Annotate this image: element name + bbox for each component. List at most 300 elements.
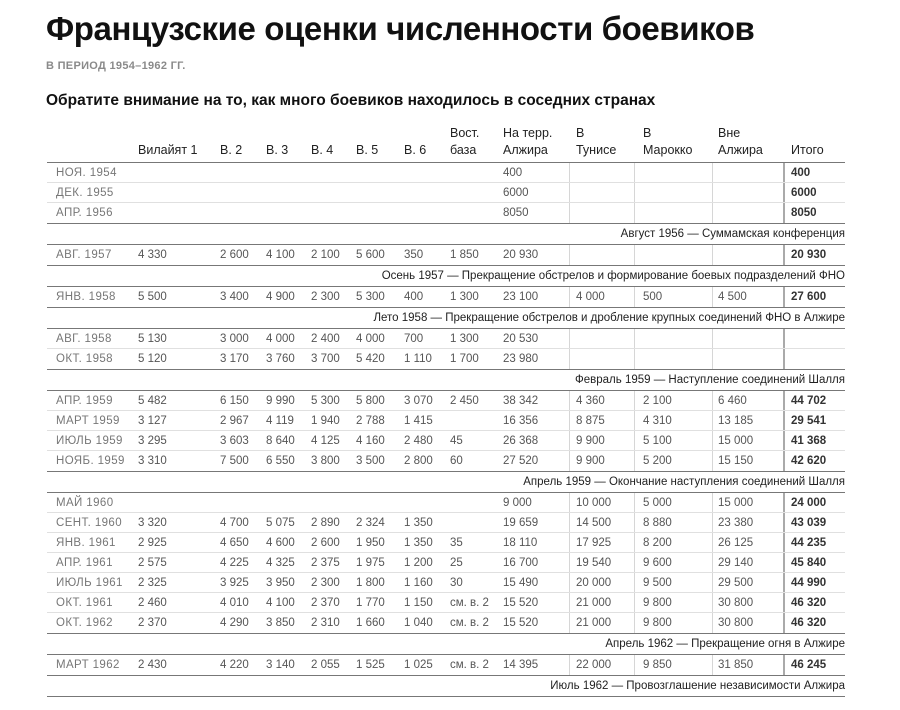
event-label: Август 1956 — Суммамская конференция	[620, 228, 845, 240]
column-divider	[569, 391, 570, 411]
column-divider	[712, 329, 713, 349]
cell-total: 41 368	[791, 435, 827, 447]
cell-w2: 4 220	[220, 659, 249, 671]
cell-w4: 4 125	[311, 435, 340, 447]
column-divider	[783, 163, 785, 183]
column-divider	[783, 329, 785, 349]
cell-east: 30	[450, 577, 463, 589]
cell-period: НОЯ. 1954	[56, 167, 117, 179]
cell-w3: 4 119	[266, 415, 294, 427]
column-divider	[712, 493, 713, 513]
column-header-mar: В Марокко	[643, 126, 693, 157]
cell-out: 15 000	[718, 435, 754, 447]
cell-alg: 400	[503, 167, 523, 179]
cell-alg: 19 659	[503, 517, 539, 529]
cell-tun: 4 360	[576, 395, 605, 407]
cell-w3: 3 850	[266, 617, 295, 629]
column-divider	[634, 411, 635, 431]
cell-w3: 6 550	[266, 455, 295, 467]
cell-east: см. в. 2	[450, 597, 489, 609]
cell-w1: 5 130	[138, 333, 167, 345]
column-divider	[783, 573, 785, 593]
cell-w4: 2 055	[311, 659, 340, 671]
event-row	[47, 676, 845, 697]
column-header-total: Итого	[791, 143, 824, 157]
cell-total: 46 320	[791, 617, 827, 629]
cell-period: ОКТ. 1961	[56, 597, 113, 609]
column-divider	[783, 203, 785, 223]
cell-period: МАРТ 1962	[56, 659, 120, 671]
cell-alg: 9 000	[503, 497, 532, 509]
column-divider	[569, 183, 570, 203]
cell-w3: 9 990	[266, 395, 295, 407]
column-divider	[712, 163, 713, 183]
estimates-table	[47, 124, 845, 697]
column-divider	[712, 573, 713, 593]
cell-alg: 23 100	[503, 291, 539, 303]
cell-w1: 2 460	[138, 597, 167, 609]
column-divider	[712, 431, 713, 451]
cell-alg: 20 930	[503, 249, 539, 261]
cell-w2: 6 150	[220, 395, 249, 407]
cell-mar: 4 310	[643, 415, 672, 427]
column-divider	[569, 349, 570, 369]
column-divider	[634, 593, 635, 613]
column-divider	[712, 613, 713, 633]
cell-tun: 17 925	[576, 537, 612, 549]
event-label: Июль 1962 — Провозглашение независимости Алжира	[550, 680, 845, 692]
column-divider	[712, 349, 713, 369]
cell-out: 30 800	[718, 617, 754, 629]
table-row	[47, 245, 845, 266]
event-label: Февраль 1959 — Наступление соединений Шалля	[575, 374, 845, 386]
cell-alg: 15 520	[503, 597, 539, 609]
table-row	[47, 533, 845, 553]
column-divider	[712, 391, 713, 411]
event-label: Апрель 1959 — Окончание наступления соединений Шалля	[523, 476, 845, 488]
cell-w6: 1 350	[404, 537, 433, 549]
cell-total: 6000	[791, 187, 817, 199]
cell-alg: 8050	[503, 207, 529, 219]
cell-w4: 2 300	[311, 577, 340, 589]
column-divider	[783, 245, 785, 265]
cell-total: 29 541	[791, 415, 827, 427]
page-title: Французские оценки численности боевиков	[46, 10, 755, 47]
column-divider	[634, 655, 635, 675]
column-divider	[783, 411, 785, 431]
cell-w4: 2 600	[311, 537, 340, 549]
column-divider	[634, 451, 635, 471]
cell-period: АВГ. 1958	[56, 333, 112, 345]
cell-w2: 4 700	[220, 517, 249, 529]
event-label: Лето 1958 — Прекращение обстрелов и дробление крупных соединений ФНО в Алжире	[373, 312, 845, 324]
column-divider	[634, 613, 635, 633]
cell-w1: 2 925	[138, 537, 167, 549]
cell-mar: 9 500	[643, 577, 672, 589]
column-divider	[569, 329, 570, 349]
cell-w4: 2 310	[311, 617, 340, 629]
cell-w5: 1 800	[356, 577, 385, 589]
column-header-w3: В. 3	[266, 143, 289, 157]
cell-period: АПР. 1959	[56, 395, 113, 407]
column-divider	[569, 451, 570, 471]
cell-w4: 2 370	[311, 597, 340, 609]
column-divider	[634, 163, 635, 183]
cell-w1: 2 430	[138, 659, 167, 671]
column-header-tun: В Тунисе	[576, 126, 617, 157]
column-divider	[569, 411, 570, 431]
cell-east: 1 300	[450, 333, 479, 345]
cell-w3: 3 950	[266, 577, 295, 589]
column-divider	[634, 203, 635, 223]
column-divider	[783, 493, 785, 513]
cell-mar: 9 600	[643, 557, 672, 569]
cell-tun: 10 000	[576, 497, 612, 509]
cell-alg: 14 395	[503, 659, 539, 671]
table-row	[47, 391, 845, 411]
column-divider	[569, 493, 570, 513]
column-divider	[569, 553, 570, 573]
cell-w4: 5 300	[311, 395, 340, 407]
table-row	[47, 329, 845, 349]
cell-east: 45	[450, 435, 463, 447]
cell-mar: 9 800	[643, 617, 672, 629]
column-divider	[783, 655, 785, 675]
cell-total: 45 840	[791, 557, 827, 569]
cell-w2: 7 500	[220, 455, 249, 467]
cell-w5: 1 950	[356, 537, 385, 549]
table-row	[47, 287, 845, 308]
cell-w3: 4 900	[266, 291, 295, 303]
cell-mar: 8 880	[643, 517, 672, 529]
cell-w3: 8 640	[266, 435, 295, 447]
cell-out: 6 460	[718, 395, 747, 407]
column-header-alg: На терр. Алжира	[503, 126, 553, 157]
cell-total: 44 235	[791, 537, 827, 549]
cell-total: 8050	[791, 207, 817, 219]
cell-w6: 3 070	[404, 395, 433, 407]
cell-total: 44 702	[791, 395, 827, 407]
cell-w1: 3 320	[138, 517, 167, 529]
cell-alg: 18 110	[503, 537, 538, 549]
cell-out: 31 850	[718, 659, 754, 671]
cell-tun: 8 875	[576, 415, 605, 427]
cell-period: СЕНТ. 1960	[56, 517, 123, 529]
column-divider	[712, 183, 713, 203]
cell-w5: 2 324	[356, 517, 385, 529]
cell-w1: 2 325	[138, 577, 167, 589]
event-row	[47, 266, 845, 287]
cell-alg: 38 342	[503, 395, 539, 407]
column-divider	[634, 329, 635, 349]
cell-w1: 3 127	[138, 415, 167, 427]
cell-period: ИЮЛЬ 1961	[56, 577, 123, 589]
cell-period: ДЕК. 1955	[56, 187, 114, 199]
column-divider	[634, 513, 635, 533]
column-divider	[634, 533, 635, 553]
cell-out: 26 125	[718, 537, 754, 549]
cell-w1: 2 370	[138, 617, 167, 629]
cell-mar: 9 800	[643, 597, 672, 609]
cell-w6: 1 110	[404, 353, 432, 365]
cell-w5: 4 160	[356, 435, 385, 447]
table-row	[47, 655, 845, 676]
cell-east: 1 700	[450, 353, 479, 365]
table-row	[47, 493, 845, 513]
cell-out: 15 150	[718, 455, 754, 467]
cell-w3: 4 100	[266, 249, 295, 261]
column-divider	[783, 553, 785, 573]
cell-w1: 4 330	[138, 249, 167, 261]
cell-total: 46 245	[791, 659, 827, 671]
page-subtitle: В ПЕРИОД 1954–1962 ГГ.	[46, 60, 186, 72]
cell-total: 27 600	[791, 291, 827, 303]
cell-w2: 3 170	[220, 353, 249, 365]
cell-w4: 3 700	[311, 353, 340, 365]
cell-period: АВГ. 1957	[56, 249, 112, 261]
cell-w6: 2 480	[404, 435, 433, 447]
cell-tun: 9 900	[576, 455, 605, 467]
column-divider	[712, 411, 713, 431]
column-divider	[569, 573, 570, 593]
column-divider	[783, 533, 785, 553]
cell-period: МАРТ 1959	[56, 415, 120, 427]
cell-w6: 1 200	[404, 557, 433, 569]
column-divider	[569, 613, 570, 633]
cell-total: 46 320	[791, 597, 827, 609]
cell-w1: 3 295	[138, 435, 167, 447]
cell-total: 43 039	[791, 517, 827, 529]
event-label: Осень 1957 — Прекращение обстрелов и формирование боевых подразделений ФНО	[381, 270, 845, 282]
cell-out: 15 000	[718, 497, 754, 509]
cell-w4: 2 300	[311, 291, 340, 303]
table-row	[47, 349, 845, 370]
column-divider	[569, 203, 570, 223]
cell-w3: 5 075	[266, 517, 295, 529]
column-divider	[634, 349, 635, 369]
cell-w1: 5 500	[138, 291, 167, 303]
column-divider	[569, 431, 570, 451]
table-body	[47, 163, 845, 697]
cell-w5: 1 975	[356, 557, 385, 569]
cell-w3: 4 600	[266, 537, 295, 549]
cell-w4: 2 890	[311, 517, 340, 529]
cell-w5: 1 660	[356, 617, 385, 629]
cell-total: 42 620	[791, 455, 827, 467]
column-header-w2: В. 2	[220, 143, 243, 157]
table-note: Обратите внимание на то, как много боевиков находилось в соседних странах	[46, 92, 656, 109]
cell-east: 1 850	[450, 249, 479, 261]
cell-w3: 4 000	[266, 333, 295, 345]
column-header-w4: В. 4	[311, 143, 334, 157]
cell-period: ИЮЛЬ 1959	[56, 435, 123, 447]
cell-w6: 1 415	[404, 415, 433, 427]
cell-w4: 2 400	[311, 333, 340, 345]
cell-east: 25	[450, 557, 463, 569]
cell-w1: 5 120	[138, 353, 167, 365]
table-row	[47, 513, 845, 533]
column-header-w6: В. 6	[404, 143, 427, 157]
event-label: Апрель 1962 — Прекращение огня в Алжире	[605, 638, 845, 650]
cell-east: см. в. 2	[450, 617, 489, 629]
cell-mar: 8 200	[643, 537, 672, 549]
table-row	[47, 553, 845, 573]
column-divider	[712, 245, 713, 265]
column-divider	[783, 431, 785, 451]
cell-w6: 400	[404, 291, 424, 303]
table-row	[47, 593, 845, 613]
column-divider	[783, 451, 785, 471]
cell-mar: 500	[643, 291, 663, 303]
cell-alg: 15 490	[503, 577, 539, 589]
table-header	[47, 124, 845, 163]
cell-tun: 9 900	[576, 435, 605, 447]
cell-w6: 2 800	[404, 455, 433, 467]
column-divider	[783, 349, 785, 369]
table-row	[47, 613, 845, 634]
cell-tun: 14 500	[576, 517, 612, 529]
cell-total: 400	[791, 167, 811, 179]
column-header-w5: В. 5	[356, 143, 379, 157]
cell-w5: 5 420	[356, 353, 385, 365]
cell-w3: 3 760	[266, 353, 295, 365]
event-row	[47, 308, 845, 329]
cell-tun: 19 540	[576, 557, 612, 569]
cell-w2: 2 967	[220, 415, 249, 427]
cell-east: 60	[450, 455, 463, 467]
cell-w3: 4 325	[266, 557, 295, 569]
table-row	[47, 451, 845, 472]
column-divider	[783, 593, 785, 613]
column-divider	[783, 287, 785, 307]
column-divider	[569, 513, 570, 533]
cell-w2: 4 010	[220, 597, 249, 609]
event-row	[47, 634, 845, 655]
cell-w5: 5 600	[356, 249, 385, 261]
cell-w5: 1 770	[356, 597, 385, 609]
cell-alg: 6000	[503, 187, 529, 199]
column-header-out: Вне Алжира	[718, 126, 763, 157]
cell-w5: 5 300	[356, 291, 385, 303]
cell-period: МАЙ 1960	[56, 497, 114, 509]
cell-w3: 4 100	[266, 597, 295, 609]
column-divider	[569, 245, 570, 265]
cell-w1: 2 575	[138, 557, 167, 569]
column-divider	[712, 655, 713, 675]
column-divider	[569, 593, 570, 613]
cell-tun: 22 000	[576, 659, 612, 671]
event-row	[47, 370, 845, 391]
cell-w4: 2 375	[311, 557, 340, 569]
cell-w2: 3 603	[220, 435, 249, 447]
column-header-east: Вост. база	[450, 126, 480, 157]
cell-period: ОКТ. 1958	[56, 353, 113, 365]
table-row	[47, 183, 845, 203]
cell-mar: 5 000	[643, 497, 672, 509]
cell-period: НОЯБ. 1959	[56, 455, 125, 467]
cell-w6: 1 040	[404, 617, 433, 629]
column-divider	[712, 451, 713, 471]
cell-w5: 1 525	[356, 659, 385, 671]
cell-alg: 20 530	[503, 333, 539, 345]
column-divider	[712, 553, 713, 573]
cell-w2: 4 225	[220, 557, 249, 569]
cell-out: 23 380	[718, 517, 754, 529]
cell-w3: 3 140	[266, 659, 295, 671]
cell-period: ЯНВ. 1961	[56, 537, 116, 549]
event-row	[47, 472, 845, 493]
cell-alg: 26 368	[503, 435, 539, 447]
column-divider	[712, 287, 713, 307]
column-divider	[634, 553, 635, 573]
column-divider	[634, 391, 635, 411]
cell-out: 30 800	[718, 597, 754, 609]
cell-alg: 27 520	[503, 455, 539, 467]
column-divider	[712, 533, 713, 553]
column-divider	[783, 391, 785, 411]
cell-w2: 3 925	[220, 577, 249, 589]
cell-tun: 4 000	[576, 291, 605, 303]
column-divider	[712, 203, 713, 223]
column-divider	[634, 245, 635, 265]
cell-out: 4 500	[718, 291, 747, 303]
cell-w5: 3 500	[356, 455, 385, 467]
cell-out: 29 500	[718, 577, 754, 589]
cell-period: АПР. 1961	[56, 557, 113, 569]
cell-period: ОКТ. 1962	[56, 617, 113, 629]
column-divider	[783, 613, 785, 633]
column-divider	[712, 513, 713, 533]
cell-w5: 2 788	[356, 415, 385, 427]
cell-w2: 3 400	[220, 291, 249, 303]
cell-out: 29 140	[718, 557, 754, 569]
cell-w2: 4 650	[220, 537, 249, 549]
table-row	[47, 163, 845, 183]
cell-east: см. в. 2	[450, 659, 489, 671]
event-row	[47, 224, 845, 245]
cell-period: АПР. 1956	[56, 207, 113, 219]
cell-w1: 5 482	[138, 395, 167, 407]
cell-w1: 3 310	[138, 455, 167, 467]
cell-tun: 20 000	[576, 577, 612, 589]
cell-w5: 4 000	[356, 333, 385, 345]
cell-alg: 15 520	[503, 617, 539, 629]
column-divider	[634, 431, 635, 451]
cell-east: 1 300	[450, 291, 479, 303]
cell-tun: 21 000	[576, 597, 612, 609]
column-divider	[569, 533, 570, 553]
cell-mar: 9 850	[643, 659, 672, 671]
cell-alg: 16 700	[503, 557, 539, 569]
cell-alg: 16 356	[503, 415, 539, 427]
column-divider	[569, 655, 570, 675]
column-divider	[712, 593, 713, 613]
column-divider	[569, 163, 570, 183]
column-divider	[634, 287, 635, 307]
cell-total: 20 930	[791, 249, 827, 261]
column-header-w1: Вилайят 1	[138, 143, 198, 157]
cell-total: 24 000	[791, 497, 827, 509]
cell-w6: 1 350	[404, 517, 433, 529]
cell-tun: 21 000	[576, 617, 612, 629]
cell-out: 13 185	[718, 415, 754, 427]
cell-mar: 2 100	[643, 395, 672, 407]
cell-w4: 2 100	[311, 249, 340, 261]
column-divider	[783, 513, 785, 533]
column-divider	[634, 573, 635, 593]
cell-w6: 1 160	[404, 577, 433, 589]
column-divider	[634, 493, 635, 513]
